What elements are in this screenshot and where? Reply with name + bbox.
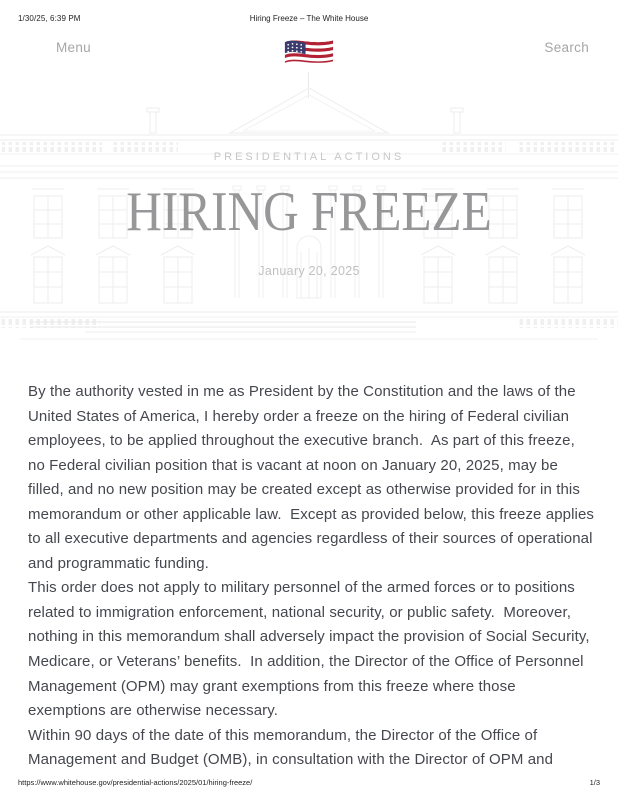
article-paragraph: By the authority vested in me as President by the Constitution and the laws of the United States of America, I hereby order a freeze on the hiring of Federal civilian employees, to be applied throughout the executive branch. As part of this freeze, no Federal civilian position that is vacant at noon on January 20, 2025, may be filled, and no new position may be created except as otherwise provided for in this memorandum or other applicable law. Except as provided below, this freeze applies to all executive departments and agencies regardless of their sources of operational and programmatic funding.	[28, 383, 599, 572]
print-page-indicator: 1/3	[589, 778, 600, 787]
menu-button[interactable]: Menu	[56, 40, 91, 55]
article-paragraph: Within 90 days of the date of this memorandum, the Director of the Office of Management and Budget (OMB), in consultation with the Director of OPM and	[28, 726, 554, 769]
us-flag-icon	[283, 35, 335, 77]
search-button[interactable]: Search	[544, 40, 589, 55]
print-document-title: Hiring Freeze – The White House	[249, 14, 369, 23]
publish-date: January 20, 2025	[258, 264, 360, 278]
article-body	[28, 380, 599, 773]
article-paragraph: This order does not apply to military personnel of the armed forces or to positions related to immigration enforcement, national security, or public safety. Moreover, nothing in this memorandum shall adversely impact the provision of Social Security, Medicare, or Veterans’ benefits. In addition, the Director of the Office of Personnel Management (OPM) may grant exemptions from this freeze where those exemptions are otherwise necessary.	[28, 579, 594, 720]
home-logo[interactable]	[283, 35, 335, 77]
breadcrumb-presidential-actions[interactable]: PRESIDENTIAL ACTIONS	[213, 151, 405, 163]
print-timestamp: 1/30/25, 6:39 PM	[18, 14, 81, 23]
page-title: HIRING FREEZE	[126, 181, 492, 243]
print-source-url: https://www.whitehouse.gov/presidential-actions/2025/01/hiring-freeze/	[18, 778, 253, 787]
